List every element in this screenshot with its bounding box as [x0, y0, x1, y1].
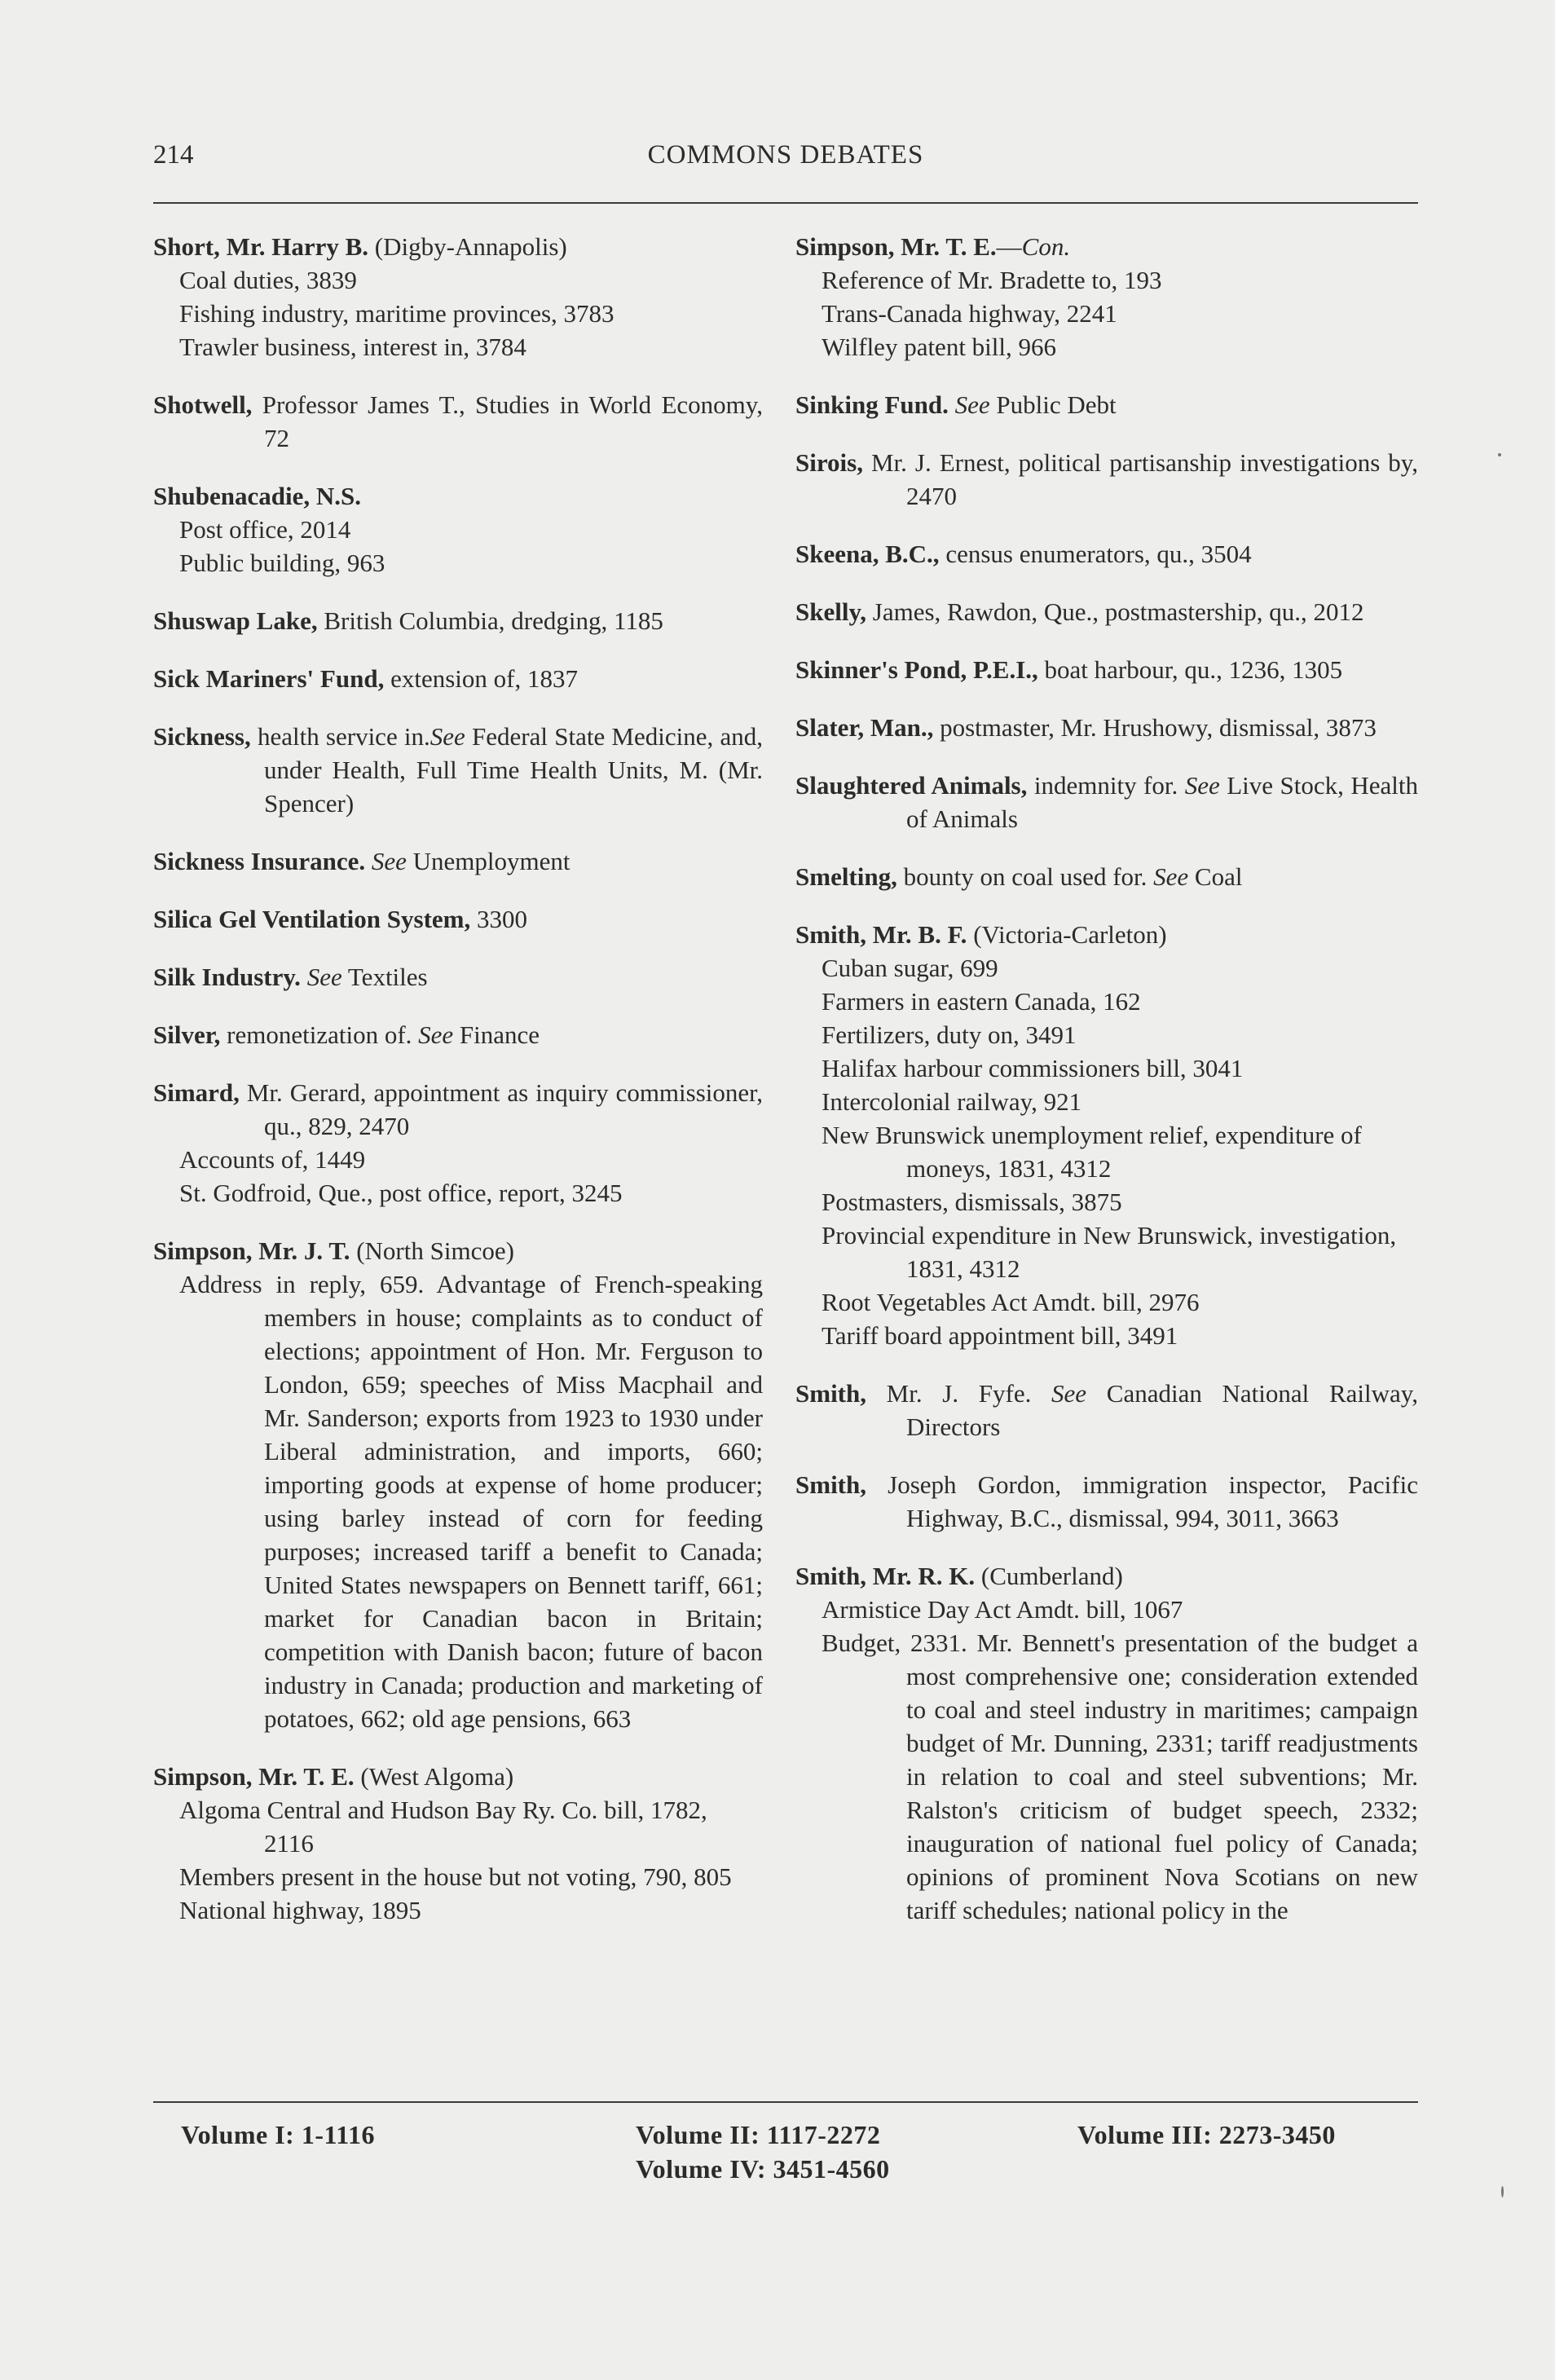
scan-speck: [1498, 453, 1501, 456]
index-entry: [153, 844, 763, 878]
entry-detail: Mr. J. Fyfe.: [866, 1379, 1052, 1408]
entry-name: Slaughtered Animals,: [795, 771, 1028, 800]
entry-name: Silk Industry.: [153, 963, 301, 991]
sub-entry: Address in reply, 659. Advantage of French-speaking members in house; complaints as to conduct of elections; appointment of Hon. Mr. Ferguson to London, 659; speeches of Miss Macphail and Mr. Sanderson; exports from 1923 to 1930 under Liberal administration, and imports, 660; importing goods at expense of home producer; using barley instead of corn for feeding purposes; increased tariff a benefit to Canada; United States newspapers on Bennett tariff, 661; market for Canadian bacon in Britain; competition with Danish bacon; future of bacon industry in Canada; production and marketing of potatoes, 662; old age pensions, 663: [179, 1270, 763, 1733]
index-entry: [153, 604, 763, 637]
index-entry: [795, 769, 1418, 835]
entry-heading: [153, 604, 763, 637]
sub-entry: Wilfley patent bill, 966: [822, 333, 1057, 361]
entry-name: Sickness Insurance.: [153, 847, 366, 875]
entry-name: Shotwell,: [153, 390, 253, 419]
entry-detail: indemnity for.: [1027, 771, 1185, 800]
entry-heading: [153, 960, 763, 994]
entry-heading: [153, 1234, 763, 1267]
sub-entry: Fertilizers, duty on, 3491: [822, 1020, 1077, 1049]
see-reference: See: [1184, 771, 1220, 800]
entry-detail: —: [996, 232, 1022, 261]
index-entry: [153, 230, 763, 364]
entry-name: Shuswap Lake,: [153, 606, 318, 635]
sub-entry: Farmers in eastern Canada, 162: [822, 987, 1141, 1016]
entry-name: Sickness,: [153, 722, 251, 751]
entry-name: Skelly,: [795, 597, 867, 626]
see-target: Federal State Medicine, and, under Health, Full Time Health Units, M. (Mr. Spencer): [264, 722, 763, 818]
scan-mark: [1501, 2186, 1504, 2197]
entry-heading: [153, 1076, 763, 1143]
index-entry: [153, 720, 763, 820]
entry-detail: Mr. J. Ernest, political partisanship investigations by, 2470: [862, 448, 1418, 510]
entry-name: Shubenacadie, N.S.: [153, 482, 361, 510]
entry-detail: Mr. Gerard, appointment as inquiry commissioner, qu., 829, 2470: [239, 1078, 763, 1140]
entry-heading: [795, 446, 1418, 513]
see-reference: See: [371, 847, 407, 875]
entry-heading: [153, 1760, 763, 1793]
entry-detail: (North Simcoe): [350, 1236, 514, 1265]
entry-detail: extension of, 1837: [384, 664, 578, 693]
entry-name: Sick Mariners' Fund,: [153, 664, 385, 693]
entry-heading: [795, 537, 1418, 571]
footer-volume-1: Volume I: 1-1116: [181, 2120, 375, 2149]
see-target: Textiles: [341, 963, 428, 991]
entry-name: Silver,: [153, 1020, 221, 1049]
sub-entry: Reference of Mr. Bradette to, 193: [822, 266, 1162, 294]
entry-name: Sinking Fund.: [795, 390, 949, 419]
entry-heading: [795, 711, 1418, 744]
index-entry: [153, 479, 763, 580]
entry-name: Smith, Mr. B. F.: [795, 920, 967, 949]
see-target: Coal: [1188, 862, 1243, 891]
see-reference: See: [429, 722, 465, 751]
sub-entry: Halifax harbour commissioners bill, 3041: [822, 1054, 1244, 1082]
sub-entry: Fishing industry, maritime provinces, 3783: [179, 299, 615, 328]
entry-detail: James, Rawdon, Que., postmastership, qu., 2012: [866, 597, 1364, 626]
entry-detail: census enumerators, qu., 3504: [939, 540, 1252, 568]
footer-volume-2-4: [636, 2118, 890, 2186]
index-entry: [153, 1076, 763, 1210]
entry-heading: [153, 479, 763, 513]
entry-name: Smelting,: [795, 862, 897, 891]
index-entry: [153, 902, 763, 936]
footer-volume-2: Volume II: 1117-2272: [636, 2120, 881, 2149]
sub-entry: Trawler business, interest in, 3784: [179, 333, 526, 361]
entry-name: Skinner's Pond, P.E.I.,: [795, 655, 1038, 684]
entry-detail: Professor James T., Studies in World Economy, 72: [252, 390, 763, 452]
entry-detail: British Columbia, dredging, 1185: [317, 606, 663, 635]
index-entry: [153, 1234, 763, 1735]
footer-volume-3: Volume III: 2273-3450: [1077, 2120, 1336, 2149]
see-reference: See: [306, 963, 342, 991]
see-reference: See: [954, 390, 990, 419]
entry-name: Simard,: [153, 1078, 240, 1107]
entry-name: Short, Mr. Harry B.: [153, 232, 369, 261]
sub-entry: Members present in the house but not voting, 790, 805: [179, 1862, 732, 1891]
sub-entry: Root Vegetables Act Amdt. bill, 2976: [822, 1288, 1200, 1316]
sub-entry: Budget, 2331. Mr. Bennett's presentation of the budget a most comprehensive one; consideration extended to coal and steel industry in maritimes; campaign budget of Mr. Dunning, 2331; tariff readjustments in relation to coal and steel subventions; Mr. Ralston's criticism of budget speech, 2332; inauguration of national fuel policy of Canada; opinions of prominent Nova Scotians on new tariff schedules; national policy in the: [822, 1629, 1418, 1924]
index-entry: [795, 1559, 1418, 1927]
index-entry: [795, 230, 1418, 364]
sub-entry: National highway, 1895: [179, 1896, 421, 1924]
entry-detail: [365, 847, 372, 875]
running-title: COMMONS DEBATES: [647, 140, 924, 170]
footer-volume-4: Volume IV: 3451-4560: [636, 2154, 890, 2184]
sub-entry: Tariff board appointment bill, 3491: [822, 1321, 1178, 1350]
index-entry: [795, 918, 1418, 1352]
sub-entry: Algoma Central and Hudson Bay Ry. Co. bill, 1782, 2116: [179, 1796, 707, 1858]
index-entry: [795, 446, 1418, 513]
see-target: Canadian National Railway, Directors: [906, 1379, 1418, 1441]
entry-detail: 3300: [470, 905, 527, 933]
see-target: Public Debt: [989, 390, 1117, 419]
index-entry: [153, 662, 763, 695]
sub-entry: Provincial expenditure in New Brunswick, investigation, 1831, 4312: [822, 1221, 1397, 1283]
entry-name: Simpson, Mr. T. E.: [795, 232, 997, 261]
index-entry: [795, 711, 1418, 744]
entry-heading: [795, 595, 1418, 628]
sub-entry: Post office, 2014: [179, 515, 351, 544]
entry-heading: [153, 844, 763, 878]
entry-heading: [795, 388, 1418, 421]
see-target: Live Stock, Health of Animals: [906, 771, 1418, 833]
entry-detail: bounty on coal used for.: [896, 862, 1154, 891]
see-target: Finance: [453, 1020, 540, 1049]
entry-name: Sirois,: [795, 448, 863, 477]
entry-detail: postmaster, Mr. Hrushowy, dismissal, 3873: [933, 713, 1377, 742]
index-entry: [795, 1468, 1418, 1535]
sub-entry: New Brunswick unemployment relief, expenditure of moneys, 1831, 4312: [822, 1121, 1362, 1183]
entry-detail: health service in.: [250, 722, 430, 751]
entry-name: Simpson, Mr. T. E.: [153, 1762, 355, 1791]
entry-detail: (Cumberland): [975, 1562, 1123, 1590]
sub-entry: Accounts of, 1449: [179, 1145, 366, 1174]
footer-rule: [153, 2101, 1418, 2103]
entry-heading: [153, 230, 763, 263]
sub-entry: Cuban sugar, 699: [822, 954, 998, 982]
index-entry: [153, 1018, 763, 1051]
entry-heading: [795, 1559, 1418, 1593]
entry-heading: [153, 388, 763, 455]
see-reference: See: [1153, 862, 1189, 891]
entry-name: Simpson, Mr. J. T.: [153, 1236, 350, 1265]
entry-heading: [795, 918, 1418, 951]
entry-detail: (West Algoma): [354, 1762, 514, 1791]
sub-entry: Trans-Canada highway, 2241: [822, 299, 1117, 328]
entry-name: Silica Gel Ventilation System,: [153, 905, 471, 933]
left-column: [153, 230, 763, 1951]
page-header: [153, 140, 1418, 181]
entry-detail: [949, 390, 955, 419]
entry-name: Smith,: [795, 1470, 866, 1499]
sub-entry: Public building, 963: [179, 549, 385, 577]
entry-name: Smith, Mr. R. K.: [795, 1562, 976, 1590]
sub-entry: St. Godfroid, Que., post office, report, 3245: [179, 1179, 623, 1207]
see-target: Unemployment: [406, 847, 570, 875]
index-entry: [795, 1377, 1418, 1443]
sub-entry: Coal duties, 3839: [179, 266, 357, 294]
entry-name: Smith,: [795, 1379, 866, 1408]
index-entry: [795, 595, 1418, 628]
entry-detail: remonetization of.: [220, 1020, 419, 1049]
index-entry: [795, 860, 1418, 893]
entry-heading: [795, 1377, 1418, 1443]
entry-heading: [153, 720, 763, 820]
entry-heading: [153, 662, 763, 695]
entry-heading: [795, 230, 1418, 263]
entry-detail: boat harbour, qu., 1236, 1305: [1037, 655, 1343, 684]
entry-name: Skeena, B.C.,: [795, 540, 940, 568]
sub-entry: Intercolonial railway, 921: [822, 1087, 1082, 1116]
entry-detail: [301, 963, 307, 991]
index-entry: [795, 388, 1418, 421]
index-entry: [795, 653, 1418, 686]
sub-entry: Armistice Day Act Amdt. bill, 1067: [822, 1595, 1183, 1624]
entry-heading: [795, 769, 1418, 835]
index-entry: [153, 1760, 763, 1927]
index-entry: [153, 388, 763, 455]
entry-name: Slater, Man.,: [795, 713, 934, 742]
entry-heading: [795, 860, 1418, 893]
entry-detail: (Digby-Annapolis): [368, 232, 567, 261]
entry-heading: [795, 1468, 1418, 1535]
header-rule: [153, 202, 1418, 204]
right-column: [795, 230, 1418, 1951]
index-entry: [795, 537, 1418, 571]
entry-heading: [153, 902, 763, 936]
see-reference: See: [1051, 1379, 1087, 1408]
see-reference: See: [418, 1020, 454, 1049]
continued-label: Con.: [1021, 232, 1071, 261]
index-entry: [153, 960, 763, 994]
entry-heading: [795, 653, 1418, 686]
entry-detail: Joseph Gordon, immigration inspector, Pacific Highway, B.C., dismissal, 994, 3011, 3663: [866, 1470, 1418, 1532]
entry-heading: [153, 1018, 763, 1051]
sub-entry: Postmasters, dismissals, 3875: [822, 1188, 1122, 1216]
page-number: 214: [153, 140, 194, 170]
entry-detail: (Victoria-Carleton): [967, 920, 1167, 949]
